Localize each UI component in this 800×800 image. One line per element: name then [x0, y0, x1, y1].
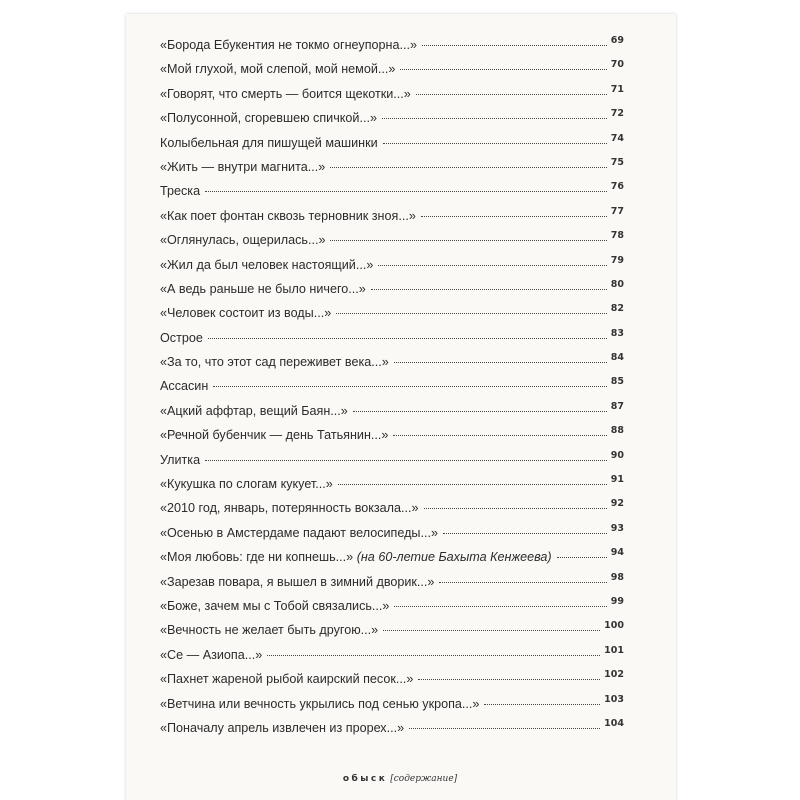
toc-entry-title	[160, 184, 200, 198]
toc-entry-page-number: 103	[604, 693, 624, 705]
toc-entry-title-text: «Жил да был человек настоящий...»	[160, 257, 374, 272]
toc-entry-page-number: 85	[610, 376, 624, 388]
toc-entry-page-number: 104	[604, 717, 624, 729]
toc-entry-title	[160, 355, 389, 369]
toc-entry-title	[160, 697, 479, 711]
toc-entry-title	[160, 258, 373, 272]
toc-entry-page-number: 94	[610, 547, 624, 559]
toc-entry-page-number: 91	[610, 474, 624, 486]
dot-leader	[383, 630, 600, 631]
toc-entry-title	[160, 526, 438, 540]
toc-entry-page-number: 78	[610, 230, 624, 242]
toc-entry-title-text: «Мой глухой, мой слепой, мой немой...»	[160, 62, 396, 77]
dot-leader	[336, 313, 607, 314]
dot-leader	[353, 411, 607, 412]
dot-leader	[439, 582, 606, 583]
toc-entry-title-text: «Се — Азиопа...»	[160, 647, 263, 662]
toc-entry-page-number: 79	[610, 254, 624, 266]
table-of-contents	[160, 35, 624, 745]
toc-entry-page-number: 88	[610, 425, 624, 437]
toc-entry	[160, 498, 624, 525]
toc-entry-page-number: 101	[604, 644, 624, 656]
dot-leader	[422, 45, 607, 46]
toc-entry-page-number: 69	[610, 35, 624, 46]
dot-leader	[393, 435, 606, 436]
toc-entry-title	[160, 331, 203, 345]
toc-entry-page-number: 84	[610, 352, 624, 364]
toc-entry-title-text: «Ацкий аффтар, вещий Баян...»	[160, 403, 348, 418]
toc-entry-title	[160, 379, 208, 393]
toc-entry	[160, 327, 624, 355]
dot-leader	[338, 484, 607, 485]
toc-entry-title	[160, 477, 333, 491]
toc-entry-title	[160, 453, 200, 467]
dot-leader	[208, 338, 607, 339]
toc-entry-title-text: Колыбельная для пишущей машинки	[160, 135, 378, 150]
toc-entry	[160, 278, 624, 306]
dot-leader	[421, 216, 607, 217]
toc-entry-title	[160, 87, 411, 101]
toc-entry-title-text: «Боже, зачем мы с Тобой связались...»	[160, 598, 390, 613]
toc-entry-title	[160, 404, 348, 418]
toc-entry	[160, 717, 624, 745]
toc-entry-title	[160, 62, 395, 76]
toc-entry-title-text: «Осенью в Амстердаме падают велосипеды...»	[160, 525, 438, 540]
dot-leader	[205, 460, 607, 461]
toc-entry-title-text: «Как поет фонтан сквозь терновник зноя...»	[160, 208, 416, 223]
dot-leader	[557, 557, 607, 558]
dot-leader	[424, 508, 607, 509]
dot-leader	[383, 143, 607, 144]
dot-leader	[418, 679, 600, 680]
toc-entry-title	[160, 38, 417, 52]
toc-entry-title-text: «Зарезав повара, я вышел в зимний дворик...»	[160, 574, 435, 589]
footer-section: [содержание]	[390, 774, 458, 784]
toc-entry	[160, 547, 624, 574]
toc-entry-title	[160, 428, 388, 442]
toc-entry-title	[160, 136, 378, 150]
dot-leader	[394, 606, 606, 607]
toc-entry-page-number: 93	[610, 522, 624, 534]
toc-entry	[160, 595, 624, 623]
toc-entry-title	[160, 111, 377, 125]
toc-entry-title	[160, 672, 413, 686]
toc-entry-title	[160, 209, 416, 223]
toc-entry-page-number: 102	[604, 669, 624, 681]
toc-entry-title-text: «Речной бубенчик — день Татьянин...»	[160, 428, 389, 443]
toc-entry-page-number: 92	[610, 498, 624, 510]
toc-entry-title-text: «За то, что этот сад переживет века...»	[160, 355, 389, 370]
dot-leader	[382, 118, 607, 119]
toc-entry-page-number: 90	[610, 449, 624, 461]
toc-entry-title	[160, 648, 262, 662]
toc-entry-title	[160, 306, 331, 320]
dot-leader	[267, 655, 600, 656]
toc-entry	[160, 669, 624, 696]
dot-leader	[409, 728, 600, 729]
toc-entry-title	[160, 233, 325, 247]
toc-entry	[160, 376, 624, 403]
dot-leader	[443, 533, 607, 534]
toc-entry	[160, 254, 624, 282]
toc-entry-title	[160, 550, 552, 564]
dot-leader	[378, 265, 606, 266]
toc-entry-title-text: «Борода Ебукентия не токмо огнеупорна...»	[160, 38, 417, 52]
toc-entry	[160, 522, 624, 550]
toc-entry	[160, 425, 624, 452]
toc-entry-title	[160, 721, 404, 735]
toc-entry-page-number: 70	[610, 59, 624, 71]
dot-leader	[213, 386, 606, 387]
toc-entry-note: (на 60-летие Бахыта Кенжеева)	[356, 550, 552, 565]
toc-entry-title-text: «Человек состоит из воды...»	[160, 306, 332, 321]
dot-leader	[400, 69, 606, 70]
toc-entry	[160, 83, 624, 111]
toc-entry-page-number: 100	[604, 620, 624, 632]
toc-entry	[160, 693, 624, 721]
toc-entry-title	[160, 501, 419, 515]
toc-entry	[160, 571, 624, 599]
toc-entry-page-number: 76	[610, 181, 624, 193]
toc-entry-page-number: 77	[610, 205, 624, 217]
toc-entry	[160, 620, 624, 647]
toc-entry	[160, 156, 624, 184]
toc-entry	[160, 474, 624, 501]
toc-entry	[160, 400, 624, 428]
toc-entry-title-text: «А ведь раньше не было ничего...»	[160, 281, 366, 296]
toc-entry-page-number: 74	[610, 132, 624, 144]
dot-leader	[330, 240, 606, 241]
toc-entry	[160, 132, 624, 160]
toc-entry-title-text: «Оглянулась, ощерилась...»	[160, 233, 326, 248]
toc-entry	[160, 644, 624, 672]
toc-entry-title-text: «Полусонной, сгоревшею спичкой...»	[160, 111, 377, 126]
toc-entry-title	[160, 575, 434, 589]
toc-entry-page-number: 87	[610, 400, 624, 412]
toc-entry-page-number: 72	[610, 108, 624, 120]
toc-entry-title-text: «Вечность не желает быть другою...»	[160, 623, 379, 638]
dot-leader	[416, 94, 607, 95]
toc-entry-page-number: 98	[610, 571, 624, 583]
toc-entry-title-text: Треска	[160, 184, 201, 199]
toc-entry-title-text: «Поначалу апрель извлечен из прорех...»	[160, 720, 405, 735]
toc-entry	[160, 181, 624, 208]
toc-entry-title-text: «Пахнет жареной рыбой каирский песок...»	[160, 672, 414, 687]
toc-entry	[160, 352, 624, 379]
toc-entry-title	[160, 160, 325, 174]
toc-entry	[160, 59, 624, 86]
toc-entry	[160, 108, 624, 135]
dot-leader	[205, 191, 607, 192]
toc-entry	[160, 205, 624, 233]
toc-entry-title-text: Ассасин	[160, 379, 209, 394]
toc-entry-title-text: «Ветчина или вечность укрылись под сенью укропа...»	[160, 696, 480, 711]
dot-leader	[330, 167, 607, 168]
toc-entry-page-number: 75	[610, 156, 624, 168]
dot-leader	[394, 362, 607, 363]
toc-entry	[160, 35, 624, 62]
toc-entry-title-text: «2010 год, январь, потерянность вокзала...»	[160, 501, 419, 516]
toc-entry-title-text: Улитка	[160, 452, 201, 467]
toc-entry	[160, 449, 624, 477]
toc-entry-title-text: «Жить — внутри магнита...»	[160, 159, 326, 174]
footer-book-title: обыск	[342, 774, 388, 784]
toc-entry-title	[160, 623, 378, 637]
toc-entry-title-text: Острое	[160, 330, 203, 345]
toc-entry-page-number: 83	[610, 327, 624, 339]
toc-entry-page-number: 82	[610, 303, 624, 315]
dot-leader	[371, 289, 607, 290]
toc-entry	[160, 230, 624, 257]
toc-entry	[160, 303, 624, 330]
toc-entry-title	[160, 599, 389, 613]
toc-entry-title	[160, 282, 366, 296]
dot-leader	[484, 704, 600, 705]
toc-entry-page-number: 99	[610, 595, 624, 607]
toc-entry-page-number: 71	[610, 83, 624, 95]
toc-entry-title-text: «Кукушка по слогам кукует...»	[160, 477, 333, 492]
toc-entry-page-number: 80	[610, 278, 624, 290]
toc-entry-title-text: «Говорят, что смерть — боится щекотки...»	[160, 86, 411, 101]
toc-entry-title-text: «Моя любовь: где ни копнешь...»	[160, 550, 354, 565]
page-footer	[0, 774, 800, 784]
